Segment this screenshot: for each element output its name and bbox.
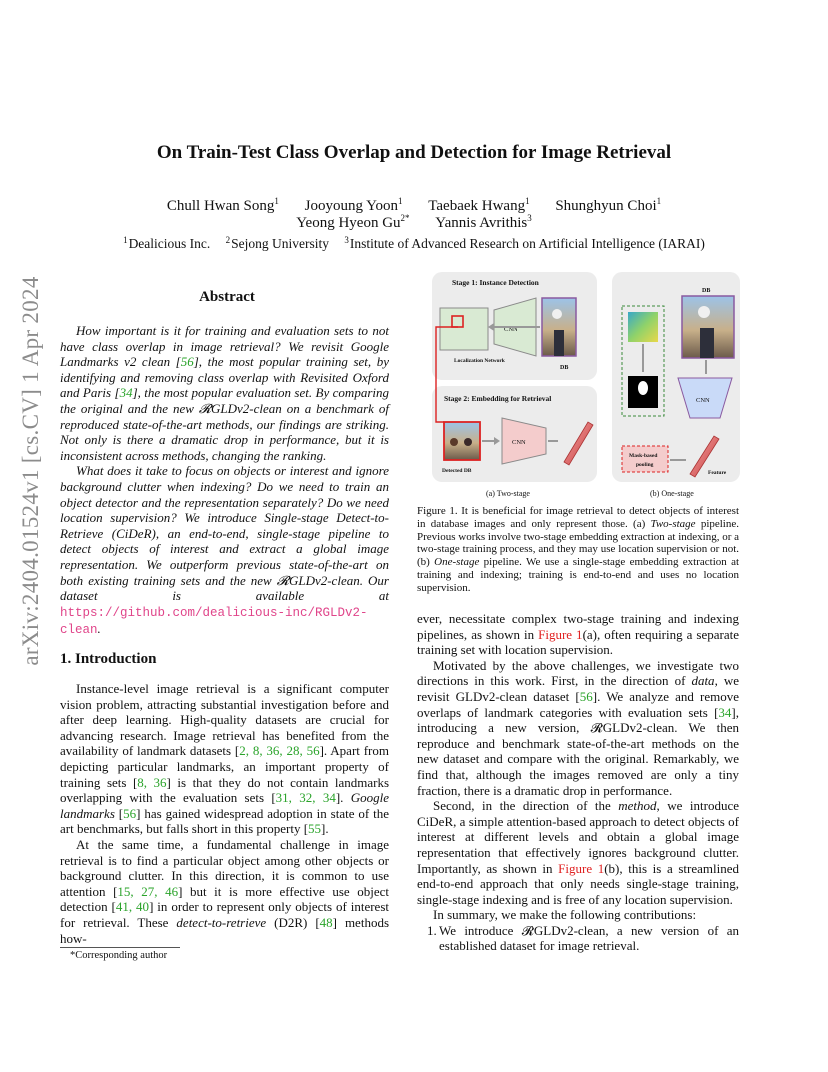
svg-text:Mask-based: Mask-based bbox=[629, 453, 658, 459]
author-list bbox=[0, 213, 828, 232]
contributions-list bbox=[417, 923, 739, 954]
svg-text:CNN: CNN bbox=[696, 397, 710, 404]
author: Shunghyun Choi$^1$ bbox=[555, 196, 662, 214]
right-column-body bbox=[417, 611, 739, 954]
paper-title: On Train-Test Class Overlap and Detection for Image Retrieval bbox=[156, 142, 672, 163]
body-paragraph: ever, necessitate complex two-stage training and indexing pipelines, as shown in Figure 1(a), often requiring a separate training set with location supervision. bbox=[417, 611, 739, 658]
detected-db-label: Detected DB bbox=[442, 468, 472, 474]
body-paragraph: In summary, we make the following contributions: bbox=[433, 907, 697, 923]
affiliations bbox=[0, 235, 828, 252]
figure-1 bbox=[424, 270, 744, 502]
mask-blob bbox=[638, 381, 648, 395]
citation-link[interactable]: 41, 40 bbox=[115, 899, 150, 915]
stage2-title: Stage 2: Embedding for Retrieval bbox=[444, 394, 552, 403]
intro-paragraph: Instance-level image retrieval is a significant computer vision problem, attracting substantial investigation before and after deep learning. High-quality datasets are crucial for advancing research. Image retrieval has benefited from the availability of landmark datasets [2, 8, 36, 28, 56]. Apart from depicting particular landmarks, an important property of training sets [8, 36] is that they do not contain landmarks overlapping with the evaluation sets [31, 32, 34]. Google landmarks [56] has gained widespread adoption in state of the art benchmarks, but falls short in this property [55]. bbox=[60, 681, 390, 837]
citation-link[interactable]: 34 bbox=[119, 385, 133, 401]
citation-link[interactable]: 31, 32, 34 bbox=[275, 790, 336, 806]
photo-dome bbox=[552, 309, 562, 319]
photo-person bbox=[554, 330, 564, 356]
author: Taebaek Hwang$^1$ bbox=[428, 196, 530, 214]
list-item: 1. We introduce 𝓡GLDv2-clean, a new version of an established dataset for image retrieval. bbox=[427, 922, 739, 954]
figure-caption: Figure 1. It is beneficial for image retrieval to detect objects of interest in database images and only represent those. (a) Two-stage pipeline. Previous works involve two-stage embedding extraction at indexing, or a two-stage training process, and they may use location supervision or not. (b) One-stage pipeline. We use a single-stage embedding extraction at training and indexing; training is end-to-end and uses no location supervision. bbox=[417, 505, 740, 594]
localization-label: Localization Network bbox=[454, 358, 505, 364]
intro-paragraph: At the same time, a fundamental challenge in image retrieval is to find a particular object among other objects or background clutter. In this direction, it is common to use attention [15, 27, 46] but it is more effective use object detection [41, 40] in order to represent only objects of interest for retrieval. These detect-to-retrieve (D2R) [48] methods how- bbox=[60, 836, 390, 946]
body-paragraph: Second, in the direction of the method, we introduce CiDeR, a simple attention-based approach to detect objects of interest at different levels and obtain a global image representation that effectively ignores background clutter. Importantly, as shown in Figure 1(b), this is a streamlined end-to-end approach that only needs single-stage training, single-stage indexing and is free of any location supervision. bbox=[417, 798, 739, 907]
figure-reference-link[interactable]: Figure 1 bbox=[558, 860, 605, 876]
citation-link[interactable]: 2, 8, 36, 28, 56 bbox=[239, 743, 320, 759]
affiliation: $^3$Institute of Advanced Research on Artificial Intelligence (IARAI) bbox=[344, 235, 705, 251]
figure-reference-link[interactable]: Figure 1 bbox=[538, 626, 583, 642]
abstract-heading: Abstract bbox=[199, 289, 255, 305]
svg-text:CNN: CNN bbox=[512, 439, 526, 446]
abstract-paragraph: How important is it for training and evaluation sets to not have class overlap in image retrieval? We revisit Google Landmarks v2 clean [56], the most popular training set, by identifying and removing class overlap with Revisited Oxford and Paris [34], the most popular evaluation set. By comparing the original and the new 𝓡GLDv2-clean on a benchmark of reproduced state-of-the-art methods, our findings are striking. Not only is there a dramatic drop in performance, but it is inconsistent across methods, changing the ranking. bbox=[60, 323, 389, 463]
mask-pooling-box bbox=[622, 446, 668, 472]
affiliation: $^2$Sejong University bbox=[225, 235, 330, 251]
citation-link[interactable]: 48 bbox=[319, 914, 333, 930]
author: Yeong Hyeon $Gu^{2*}$ bbox=[296, 213, 410, 231]
citation-link[interactable]: 55 bbox=[308, 821, 322, 837]
body-paragraph: Motivated by the above challenges, we investigate two directions in this work. First, in the direction of data, we revisit GLDv2-clean dataset [56]. We analyze and remove overlaps of landmark categories with evaluation sets [34], introducing a new version, 𝓡GLDv2-clean. We then reproduce and benchmark state-of-the-art methods on the new dataset and compare with the original. Remarkably, we find that, although the images removed are only a tiny fraction, there is a dramatic drop in performance. bbox=[417, 657, 739, 798]
photo-dome bbox=[698, 306, 710, 318]
citation-link[interactable]: 15, 27, 46 bbox=[117, 883, 179, 899]
footnote-rule bbox=[60, 947, 180, 948]
arxiv-stamp: arXiv:2404.01524v1 [cs.CV] 1 Apr 2024 bbox=[18, 276, 43, 666]
affiliation: $^1$Dealicious Inc. bbox=[123, 235, 211, 251]
feature-label: Feature bbox=[708, 470, 727, 476]
section-heading: 1. Introduction bbox=[60, 651, 157, 667]
citation-link[interactable]: 34 bbox=[718, 704, 732, 720]
db-label: DB bbox=[560, 365, 569, 371]
author: Chull Hwan Song$^1$ bbox=[166, 196, 279, 214]
citation-link[interactable]: 56 bbox=[579, 688, 593, 704]
author: Jooyoung Yoon$^1$ bbox=[304, 196, 403, 214]
abstract-body bbox=[60, 323, 389, 639]
stage1-title: Stage 1: Instance Detection bbox=[452, 278, 539, 287]
svg-text:CNN: CNN bbox=[504, 326, 518, 333]
dataset-url-link[interactable]: https://github.com/dealicious-inc/RGLDv2-clean bbox=[60, 605, 368, 638]
svg-text:pooling: pooling bbox=[636, 462, 654, 468]
author: Yannis Avrithis$^3$ bbox=[435, 213, 532, 231]
abstract-paragraph: What does it take to focus on objects or interest and ignore background clutter when indexing? Do we need to train an object detector and the representation separately? Do we need location supervision? We introduce Single-stage Detect-to-Retrieve (CiDeR), an end-to-end, single-stage pipeline to detect objects of interest and extract a global image representation. We outperform previous state-of-the-art on both existing training sets and the new 𝓡GLDv2-clean. Our dataset is available at https://github.com/dealicious-inc/RGLDv2-clean. bbox=[60, 463, 389, 638]
subcaption-b: (b) One-stage bbox=[650, 489, 694, 498]
intro-body bbox=[60, 681, 389, 946]
photo-person bbox=[700, 328, 714, 358]
detected-db-photo bbox=[444, 422, 480, 460]
citation-link[interactable]: 56 bbox=[180, 354, 194, 370]
citation-link[interactable]: 8, 36 bbox=[137, 774, 167, 790]
db-label: DB bbox=[702, 288, 711, 294]
subcaption-a: (a) Two-stage bbox=[486, 489, 530, 498]
localization-network-box bbox=[440, 308, 488, 350]
attention-heatmap bbox=[628, 312, 658, 342]
footnote: *Corresponding author bbox=[70, 950, 168, 961]
citation-link[interactable]: 56 bbox=[123, 805, 137, 821]
